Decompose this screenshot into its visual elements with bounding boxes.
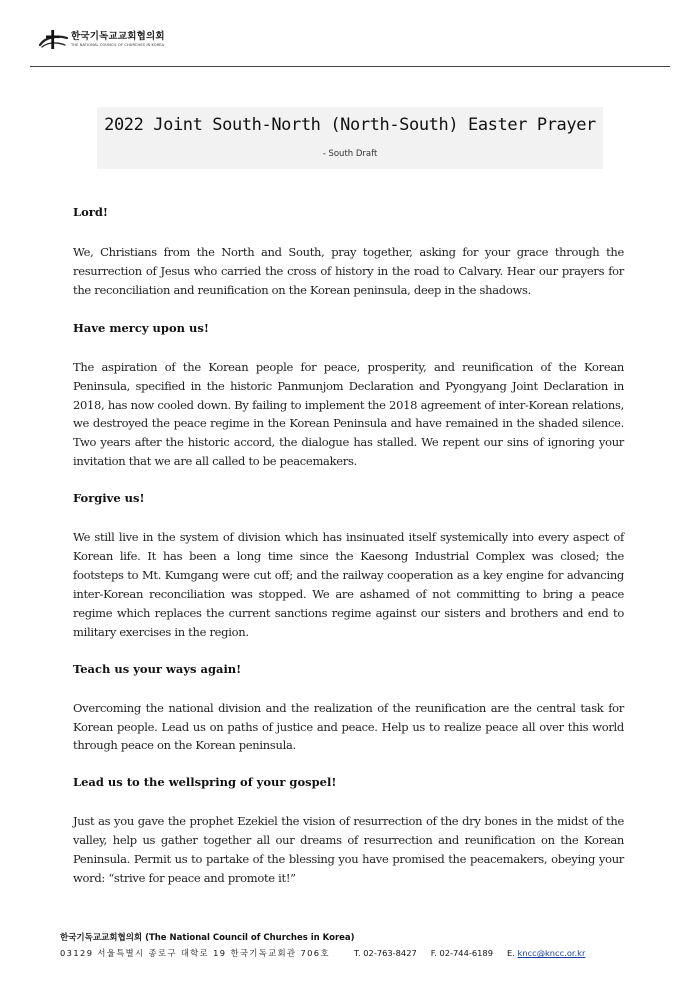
kncc-logo-icon — [38, 28, 68, 52]
document-subtitle: - South Draft — [322, 149, 378, 159]
footer-address: 03129 서울특별시 종로구 대학로 19 한국기독교회관 706호 — [60, 948, 330, 958]
org-name-english: THE NATIONAL COUNCIL OF CHURCHES IN KOREA — [71, 42, 165, 47]
section-heading-mercy: Have mercy upon us! — [73, 320, 209, 335]
org-name-korean: 한국기독교교회협의회 — [71, 31, 165, 43]
footer-fax: F. 02-744-6189 — [430, 948, 493, 958]
header-divider — [30, 66, 670, 67]
section-heading-teach: Teach us your ways again! — [73, 661, 242, 676]
footer-tel: T. 02-763-8427 — [353, 948, 417, 958]
footer — [60, 932, 660, 959]
section-text-wellspring: Just as you gave the prophet Ezekiel the vision of resurrection of the dry bones in the midst of the valley, help us gather together all our dreams of resurrection and reunification on the Korean Peninsula. Permit us to partake of the blessing you have promised the peacemakers, obeying your word: “strive for peace and promote it!” — [73, 814, 624, 886]
section-heading-forgive: Forgive us! — [73, 491, 145, 506]
footer-email-label: E. — [506, 948, 515, 958]
footer-org-name: 한국기독교교회협의회 (The National Council of Churches in Korea) — [60, 933, 355, 943]
section-heading-lord: Lord! — [73, 205, 108, 219]
section-text-lord: We, Christians from the North and South, pray together, asking for your grace through the resurrection of Jesus who carried the cross of history in the road to Calvary. Hear our prayers for the reconciliation and reunification on the Korean peninsula, deep in the shadows. — [73, 245, 624, 297]
title-banner — [97, 107, 603, 169]
letterhead — [38, 28, 165, 52]
section-text-teach: Overcoming the national division and the realization of the reunification are the central task for Korean people. Lead us on paths of justice and peace. Help us to realize peace all over this world through peace on the Korean peninsula. — [73, 700, 624, 753]
section-heading-wellspring: Lead us to the wellspring of your gospel! — [73, 775, 337, 790]
section-text-forgive: We still live in the system of division which has insinuated itself systemically into every aspect of Korean life. It has been a long time since the Kaesong Industrial Complex was closed; the footsteps to Mt. Kumgang were cut off; and the railway cooperation as a key engine for advancing inter-Korean reconciliation was stopped. We are ashamed of not committing to bring a peace regime which replaces the current sanctions regime against our sisters and brothers and end to military exercises in the region. — [73, 530, 624, 639]
prayer-body — [73, 203, 624, 888]
footer-contact-line — [60, 947, 660, 959]
footer-email-link[interactable]: kncc@kncc.or.kr — [517, 948, 586, 958]
document-title: 2022 Joint South-North (North-South) Easter Prayer — [104, 115, 596, 135]
section-text-mercy: The aspiration of the Korean people for peace, prosperity, and reunification of the Korean Peninsula, specified in the historic Panmunjom Declaration and Pyongyang Joint Declaration in 2018, has now cooled down. By failing to implement the 2018 agreement of inter-Korean relations, we destroyed the peace regime in the Korean Peninsula and have remained in the shaded silence. Two years after the historic accord, the dialogue has stalled. We repent our sins of ignoring your invitation that we are all called to be peacemakers. — [73, 359, 624, 469]
